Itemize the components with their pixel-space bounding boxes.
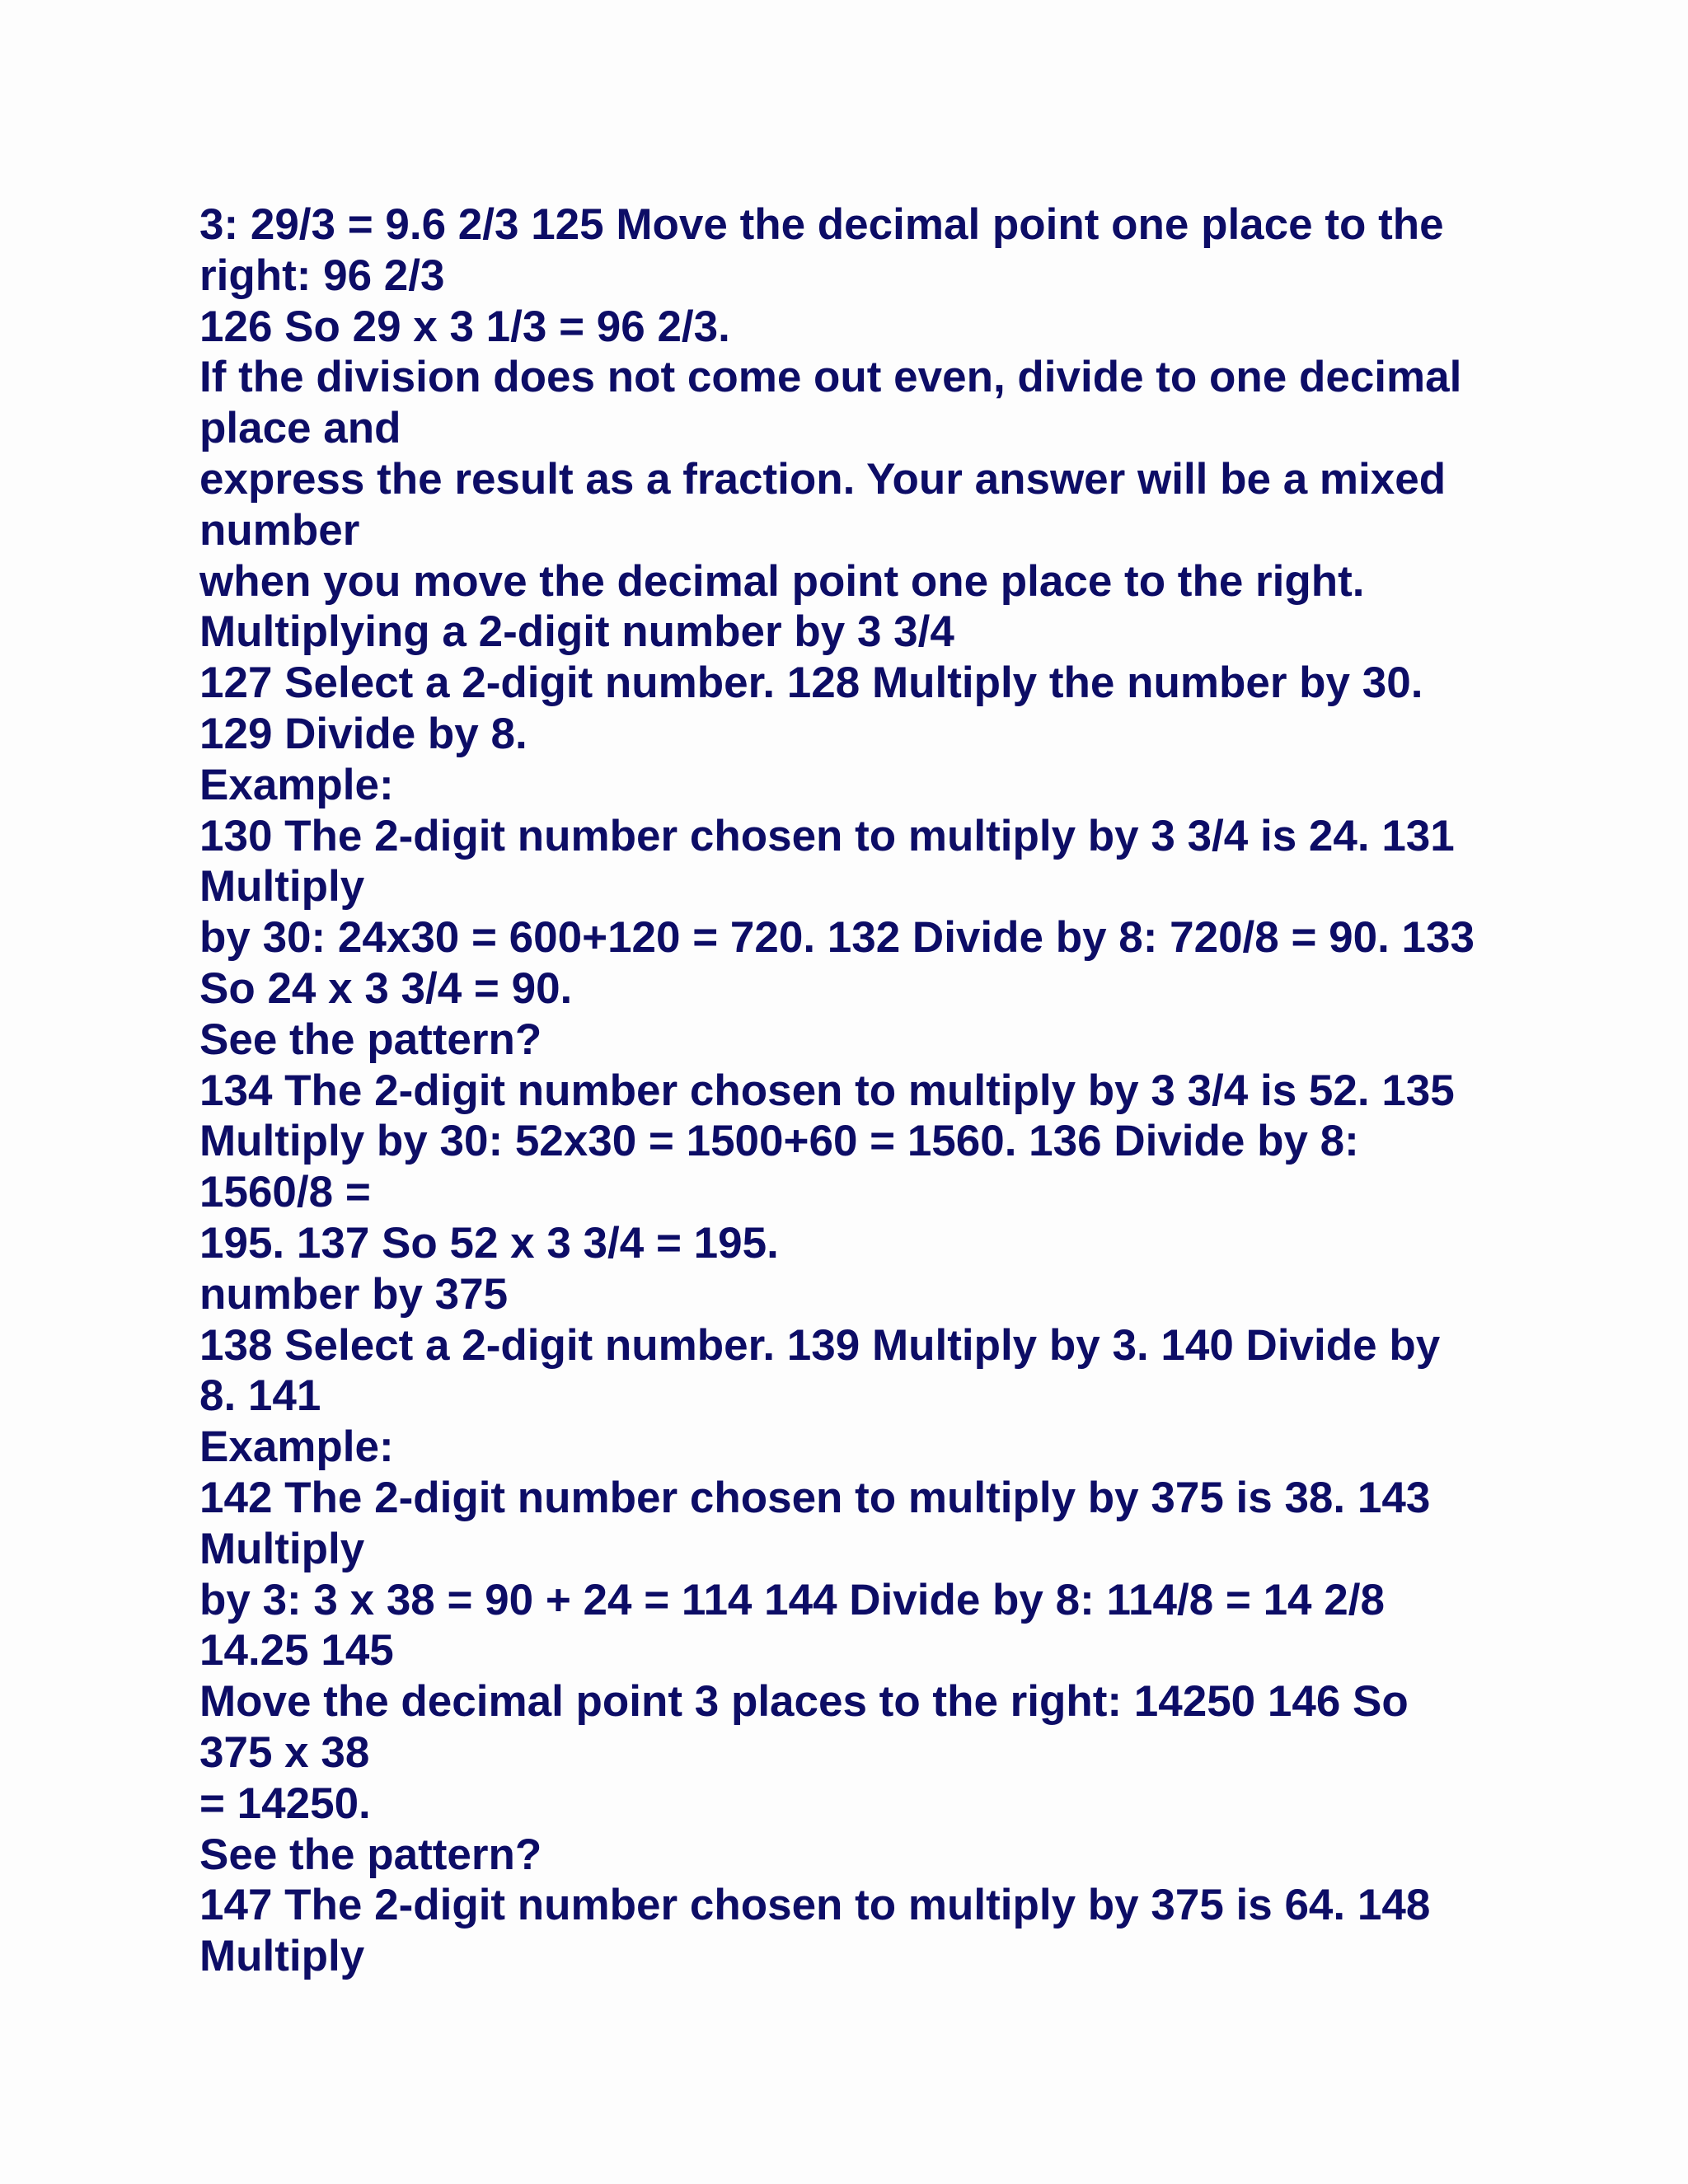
- pattern-label: See the pattern?: [199, 1015, 542, 1064]
- example-label: Example:: [199, 760, 394, 809]
- text-line: 138 Select a 2-digit number. 139 Multiply by 3. 140 Divide by: [199, 1320, 1441, 1370]
- text-line: by 30: 24x30 = 600+120 = 720. 132 Divide by 8: 720/8 = 90. 133: [199, 913, 1475, 963]
- document-text-block: [199, 199, 1518, 1982]
- text-line: 134 The 2-digit number chosen to multiply by 3 3/4 is 52. 135: [199, 1066, 1455, 1115]
- pattern-label: See the pattern?: [199, 1830, 542, 1879]
- text-line: Multiply: [199, 1932, 365, 1981]
- example-label: Example:: [199, 1422, 394, 1472]
- text-line: Multiply by 30: 52x30 = 1500+60 = 1560. 136 Divide by 8:: [199, 1117, 1359, 1166]
- text-line: express the result as a fraction. Your answer will be a mixed: [199, 454, 1447, 504]
- text-line: 130 The 2-digit number chosen to multiply by 3 3/4 is 24. 131: [199, 811, 1455, 860]
- text-line: 8. 141: [199, 1371, 321, 1421]
- text-line: Multiply: [199, 1524, 365, 1573]
- text-line: 147 The 2-digit number chosen to multiply by 375 is 64. 148: [199, 1881, 1431, 1930]
- section-heading: Multiplying a 2-digit number by 3 3/4: [199, 607, 954, 657]
- text-line: Multiply: [199, 862, 365, 912]
- text-line: when you move the decimal point one place to the right.: [199, 556, 1365, 606]
- text-line: 142 The 2-digit number chosen to multiply by 375 is 38. 143: [199, 1473, 1431, 1522]
- text-line: 195. 137 So 52 x 3 3/4 = 195.: [199, 1218, 779, 1268]
- text-line: 127 Select a 2-digit number. 128 Multiply the number by 30.: [199, 658, 1423, 708]
- text-line: 1560/8 =: [199, 1168, 371, 1217]
- text-line: right: 96 2/3: [199, 251, 445, 300]
- text-line: 3: 29/3 = 9.6 2/3 125 Move the decimal point one place to the: [199, 200, 1444, 249]
- text-line: by 3: 3 x 38 = 90 + 24 = 114 144 Divide by 8: 114/8 = 14 2/8: [199, 1575, 1385, 1624]
- text-line: 126 So 29 x 3 1/3 = 96 2/3.: [199, 302, 730, 351]
- text-line: So 24 x 3 3/4 = 90.: [199, 963, 573, 1013]
- text-line: 375 x 38: [199, 1727, 370, 1777]
- text-line: If the division does not come out even, divide to one decimal: [199, 353, 1462, 402]
- text-line: Move the decimal point 3 places to the right: 14250 146 So: [199, 1677, 1409, 1727]
- text-line: place and: [199, 404, 401, 453]
- text-line: 14.25 145: [199, 1626, 394, 1675]
- text-line: number: [199, 505, 360, 555]
- text-line: = 14250.: [199, 1779, 371, 1828]
- text-line: 129 Divide by 8.: [199, 709, 528, 758]
- section-heading: number by 375: [199, 1269, 509, 1319]
